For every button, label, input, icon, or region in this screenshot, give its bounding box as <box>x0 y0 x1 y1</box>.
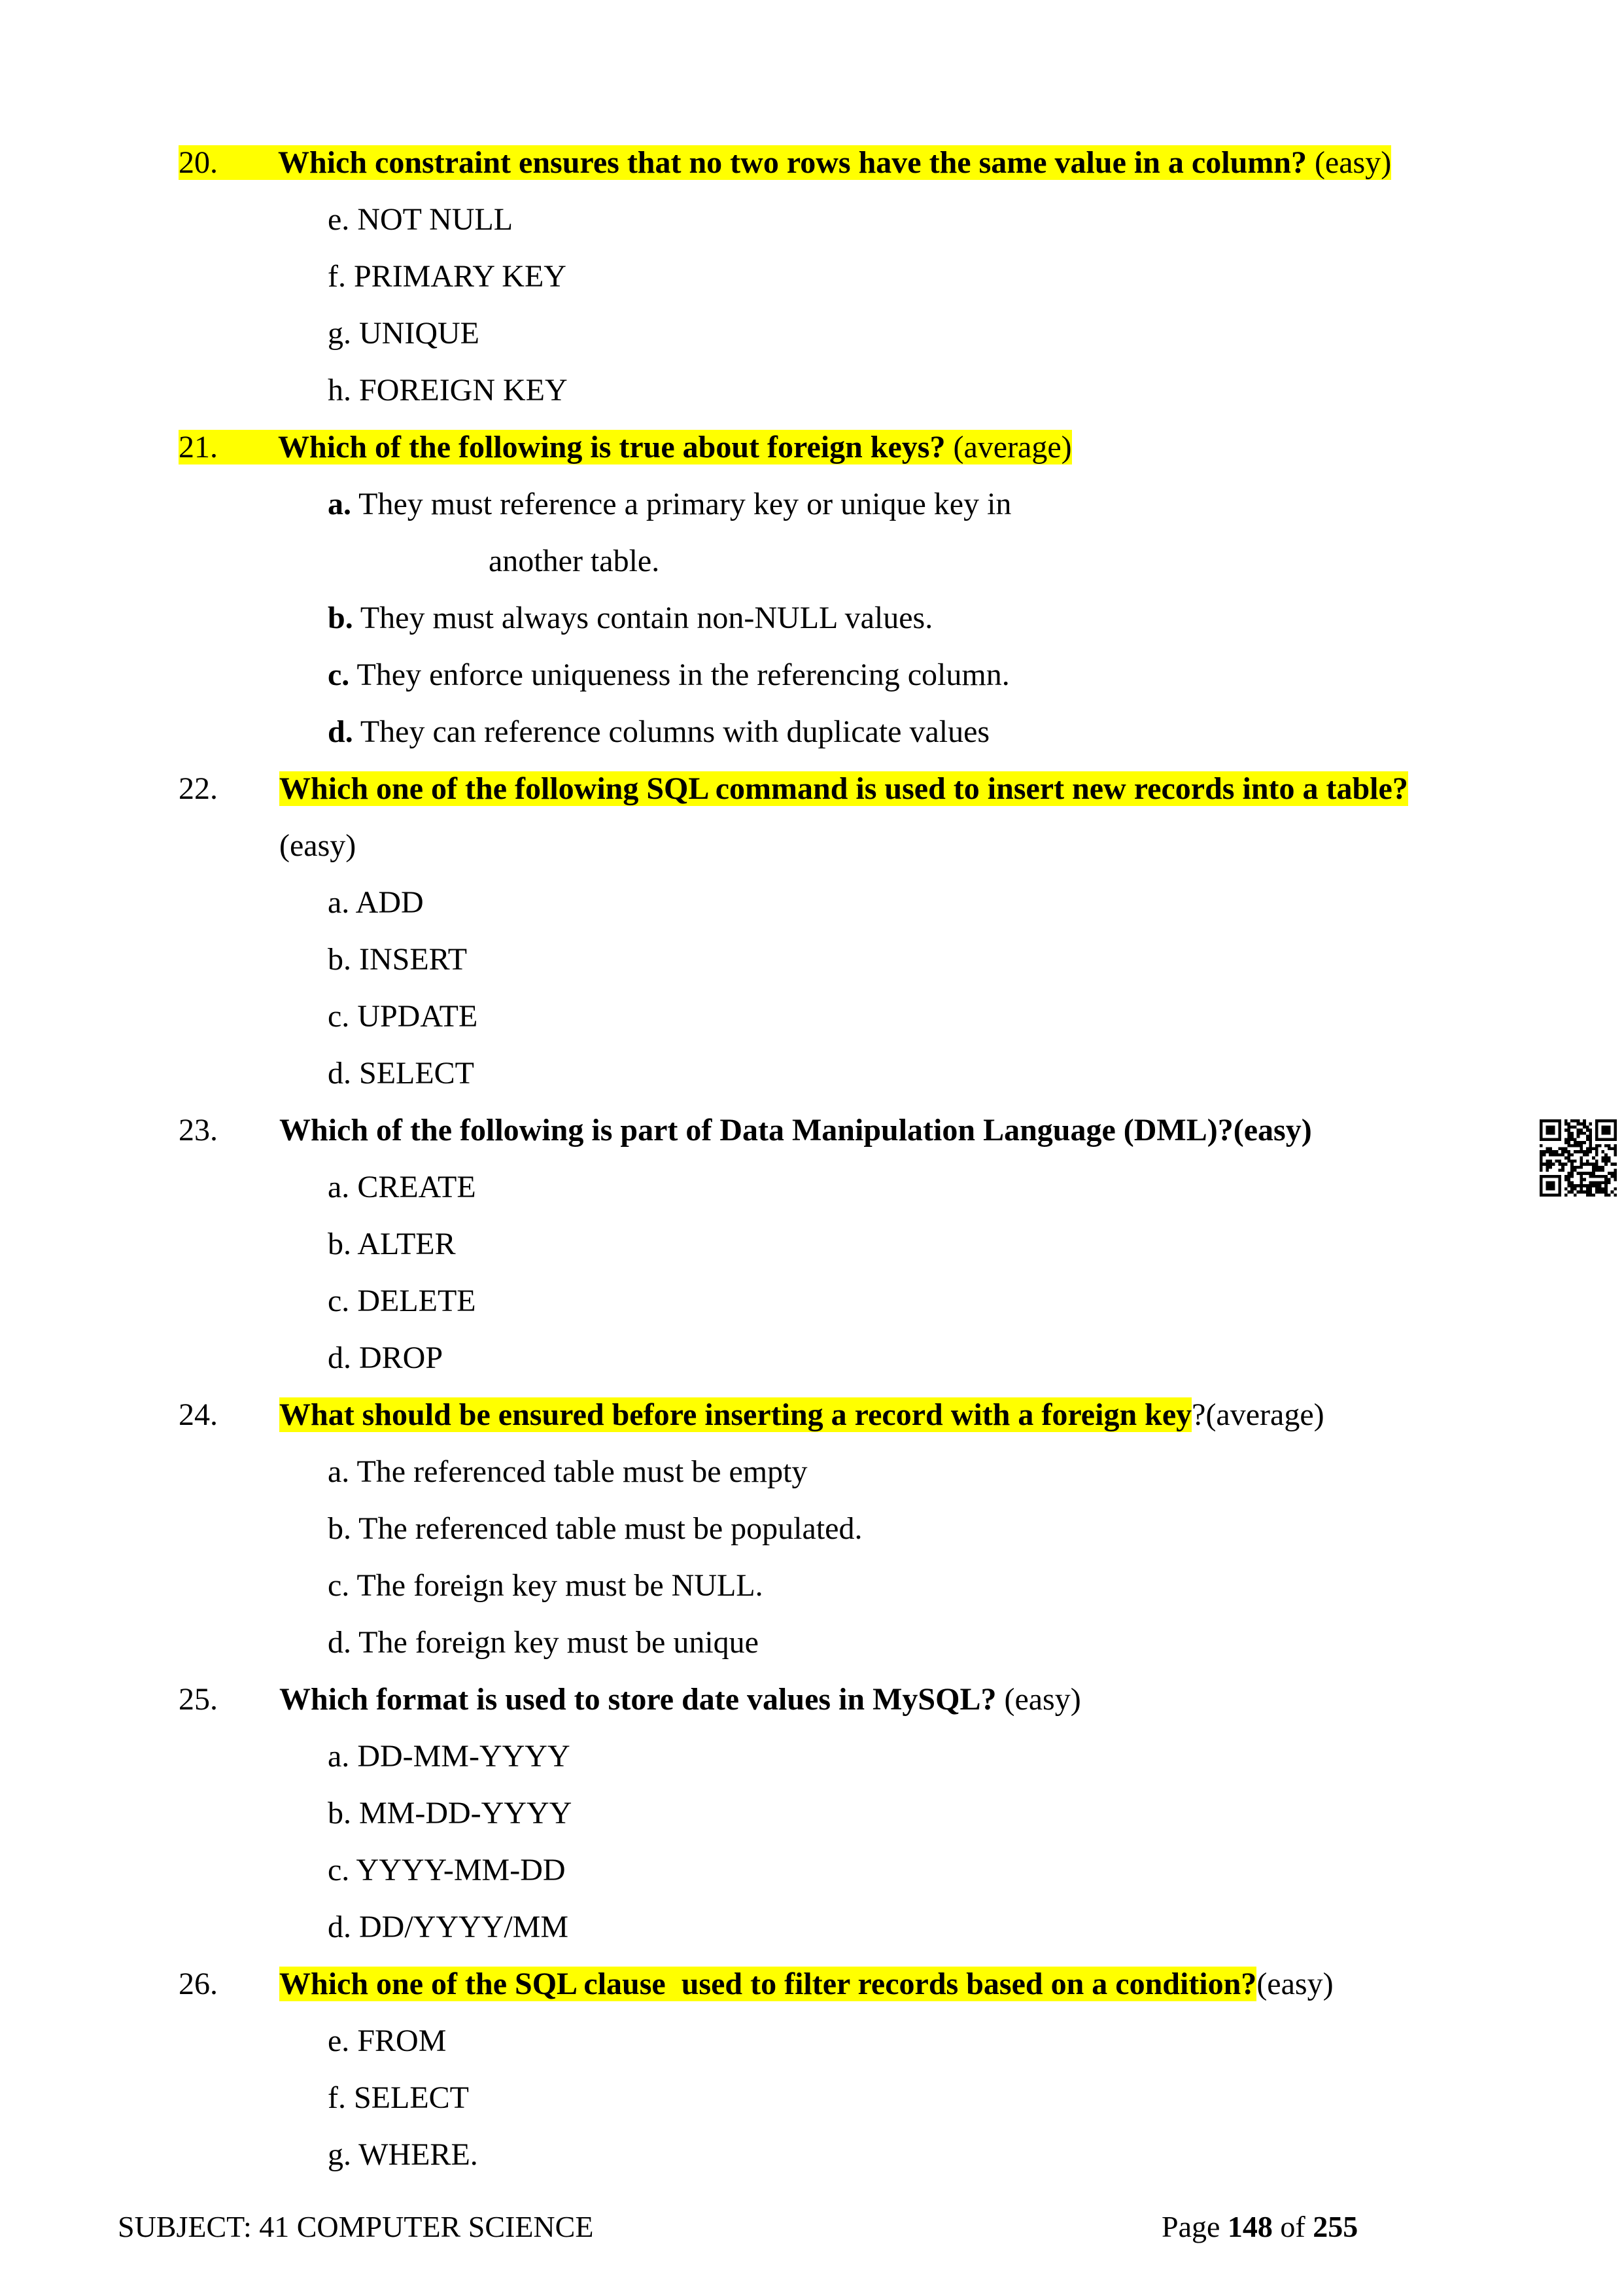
question-number: 25. <box>179 1682 218 1717</box>
option: c. UPDATE <box>328 999 478 1034</box>
option-continuation: another table. <box>489 544 660 578</box>
option: g. UNIQUE <box>328 316 479 351</box>
option: b. INSERT <box>328 942 468 977</box>
question-text: Which format is used to store date values in MySQL? (easy) <box>279 1682 1081 1717</box>
option: e. FROM <box>328 2023 447 2058</box>
option: a. DD-MM-YYYY <box>328 1739 570 1774</box>
question-number: 21. <box>179 430 218 464</box>
option: c. They enforce uniqueness in the referencing column. <box>328 657 1010 692</box>
option: b. The referenced table must be populated. <box>328 1511 863 1546</box>
option: c. DELETE <box>328 1284 476 1318</box>
qr-code <box>1540 1119 1617 1197</box>
option: d. SELECT <box>328 1056 474 1091</box>
option: a. The referenced table must be empty <box>328 1454 808 1489</box>
difficulty: (easy) <box>1314 145 1392 180</box>
question-text: Which of the following is part of Data Manipulation Language (DML)?(easy) <box>279 1113 1312 1148</box>
option: d. The foreign key must be unique <box>328 1625 759 1660</box>
difficulty: (easy) <box>1256 1967 1334 2001</box>
option: f. SELECT <box>328 2080 469 2115</box>
option: f. PRIMARY KEY <box>328 259 566 294</box>
question-text: Which one of the following SQL command is used to insert new records into a table? <box>279 771 1408 806</box>
option: a. They must reference a primary key or unique key in <box>328 487 1012 521</box>
question-text: What should be ensured before inserting a record with a foreign key?(average) <box>279 1397 1324 1432</box>
option: a. CREATE <box>328 1170 476 1204</box>
footer-subject: SUBJECT: 41 COMPUTER SCIENCE <box>118 2210 594 2243</box>
question-text: Which of the following is true about foreign keys? <box>278 430 946 464</box>
footer-page-number: Page 148 of 255 <box>1162 2210 1358 2243</box>
option: b. They must always contain non-NULL values. <box>328 601 933 635</box>
option: c. YYYY-MM-DD <box>328 1853 566 1887</box>
option: g. WHERE. <box>328 2137 478 2172</box>
option: c. The foreign key must be NULL. <box>328 1568 763 1603</box>
question-number: 22. <box>179 771 218 806</box>
difficulty: (easy) <box>279 828 356 863</box>
option: e. NOT NULL <box>328 202 513 237</box>
option: b. ALTER <box>328 1227 456 1261</box>
question-20 <box>179 134 1391 191</box>
question-text: Which constraint ensures that no two rows have the same value in a column? <box>278 145 1307 180</box>
option: d. DROP <box>328 1340 443 1375</box>
question-text: Which one of the SQL clause used to filter records based on a condition?(easy) <box>279 1967 1334 2001</box>
option: a. ADD <box>328 885 424 920</box>
question-number: 20. <box>179 145 218 180</box>
option: d. DD/YYYY/MM <box>328 1910 569 1944</box>
option: h. FOREIGN KEY <box>328 373 568 408</box>
question-21 <box>179 419 1072 476</box>
difficulty: (easy) <box>1004 1682 1081 1717</box>
difficulty: (average) <box>953 430 1072 464</box>
question-number: 23. <box>179 1113 218 1148</box>
question-number: 24. <box>179 1397 218 1432</box>
option: d. They can reference columns with duplicate values <box>328 714 990 749</box>
option: b. MM-DD-YYYY <box>328 1796 572 1831</box>
question-number: 26. <box>179 1967 218 2001</box>
difficulty: ?(average) <box>1192 1397 1324 1432</box>
